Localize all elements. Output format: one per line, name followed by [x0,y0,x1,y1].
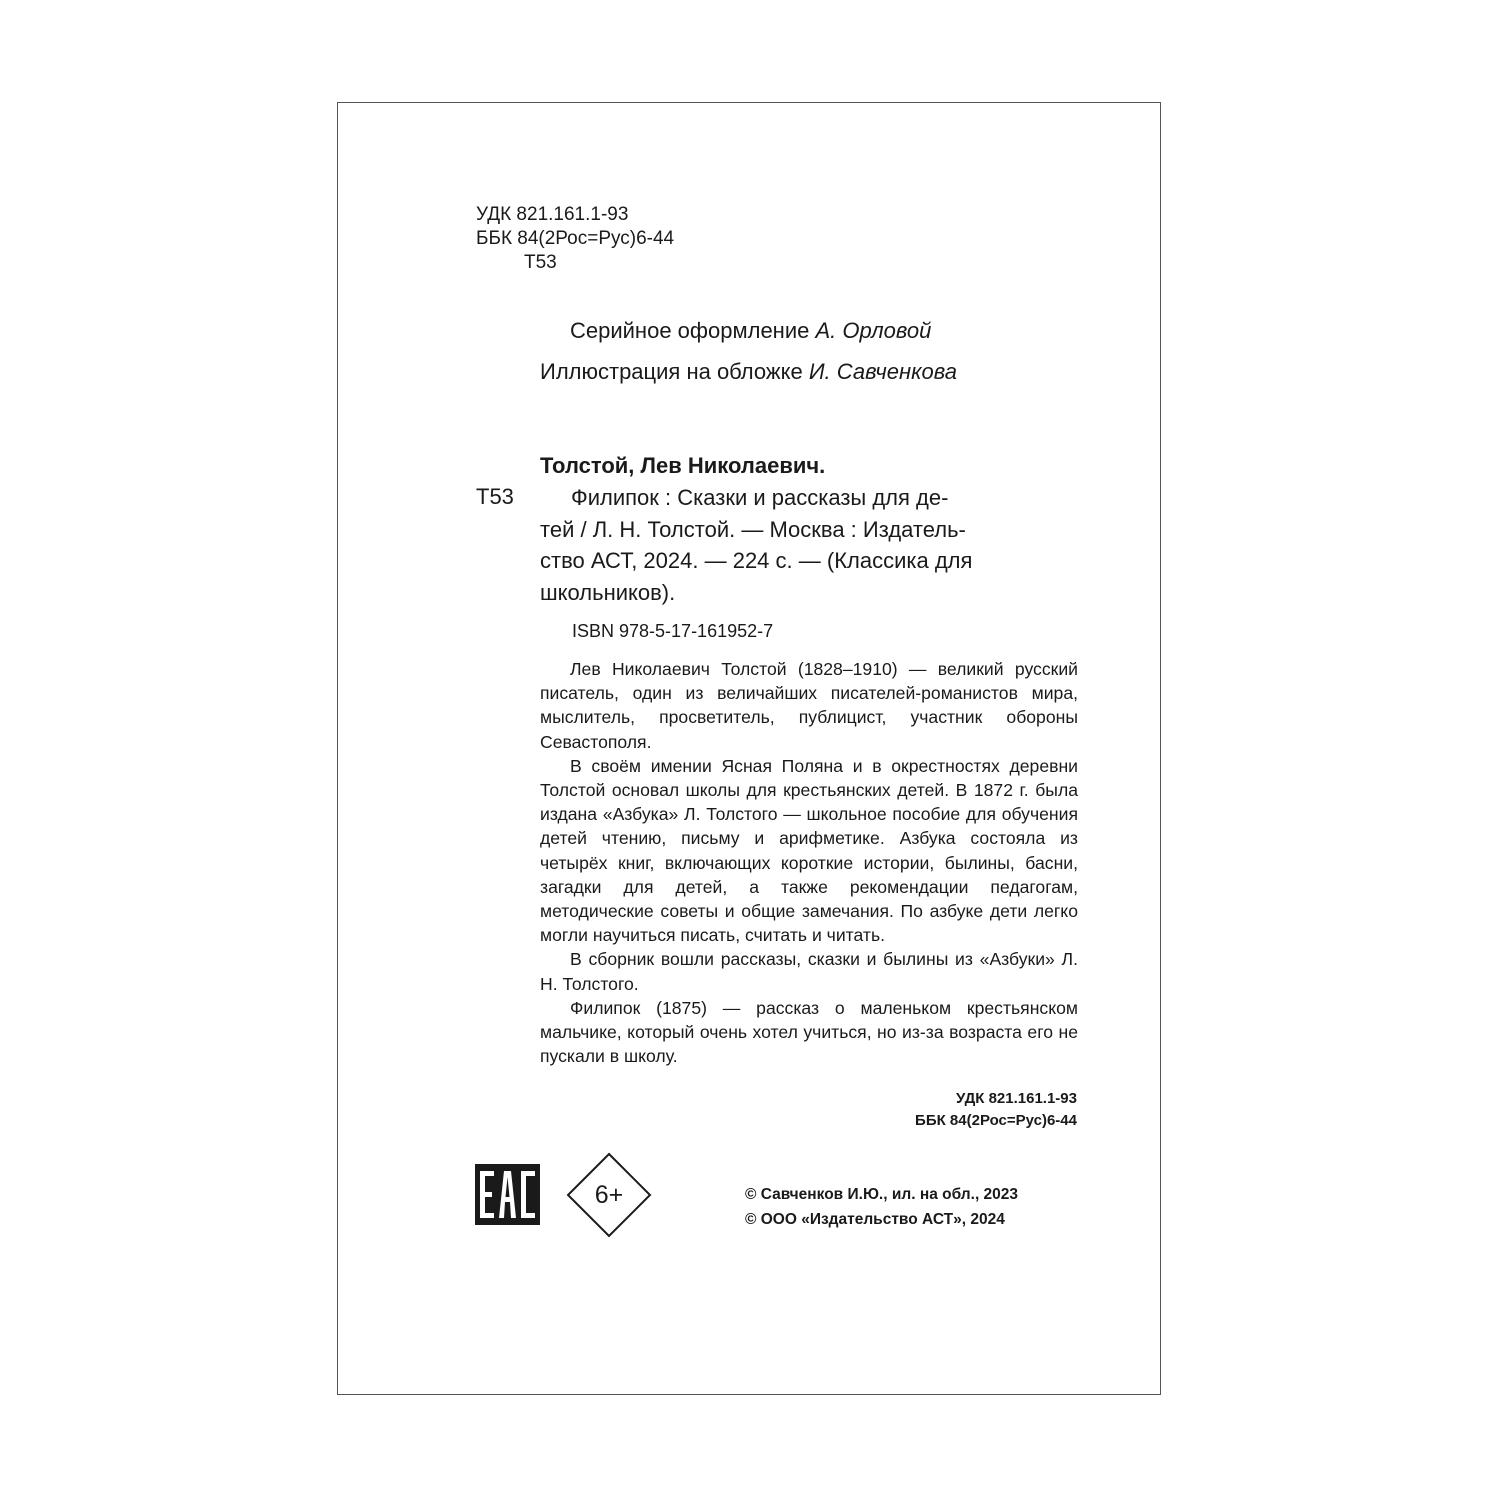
annotation-paragraph: В сборник вошли рассказы, сказки и былины из «Азбуки» Л. Н. Толстого. [540,949,1078,994]
annotation [540,657,1078,1068]
description-line: школьников). [540,579,676,605]
udk-code-bottom: УДК 821.161.1-93 [956,1090,1077,1107]
age-rating-badge [566,1152,652,1238]
annotation-paragraph: Лев Николаевич Толстой (1828–1910) — великий русский писатель, один из величайших писателей-романистов мира, мыслитель, просветитель, публицист, участник обороны Севастополя. [540,659,1078,752]
bibliographic-description [540,482,1078,608]
isbn: ISBN 978-5-17-161952-7 [572,621,774,641]
series-design-credit [570,318,931,344]
description-line: тей / Л. Н. Толстой. — Москва : Издатель- [540,516,966,542]
annotation-paragraph: Филипок (1875) — рассказ о маленьком крестьянском мальчике, который очень хотел учиться, но из-за возраста его не пускали в школу. [540,997,1078,1067]
bbk-code-bottom: ББК 84(2Рос=Рус)6-44 [915,1112,1077,1129]
credit-name: А. Орловой [815,318,932,343]
eac-logo-icon [475,1164,540,1230]
age-rating: 6+ [594,1181,624,1209]
copyright-publisher: © ООО «Издательство АСТ», 2024 [745,1211,1005,1228]
credit-label: Иллюстрация на обложке [540,359,809,384]
annotation-paragraph: В своём имении Ясная Поляна и в окрестностях деревни Толстой основал школы для крестьянских детей. В 1872 г. была издана «Азбука» Л. Толстого — школьное пособие для обучения детей чтению, письму и арифметике. Азбука состояла из четырёх книг, включающих короткие истории, былины, басни, загадки для детей, а также рекомендации педагогам, методические советы и общие замечания. По азбуке дети легко могли научиться писать, считать и читать. [540,755,1078,946]
author-mark-entry: Т53 [476,484,514,509]
author-heading: Толстой, Лев Николаевич. [540,453,826,478]
copyright-illustrator: © Савченков И.Ю., ил. на обл., 2023 [745,1186,1019,1203]
author-mark-top: Т53 [524,252,557,273]
credit-label: Серийное оформление [570,318,816,343]
description-line: Филипок : Сказки и рассказы для де- [571,485,949,510]
description-line: ство АСТ, 2024. — 224 с. — (Классика для [540,548,973,573]
credit-name: И. Савченкова [808,359,957,384]
udk-code: УДК 821.161.1-93 [476,204,629,225]
bbk-code: ББК 84(2Рос=Рус)6-44 [476,228,675,249]
cover-illustration-credit [540,359,957,385]
